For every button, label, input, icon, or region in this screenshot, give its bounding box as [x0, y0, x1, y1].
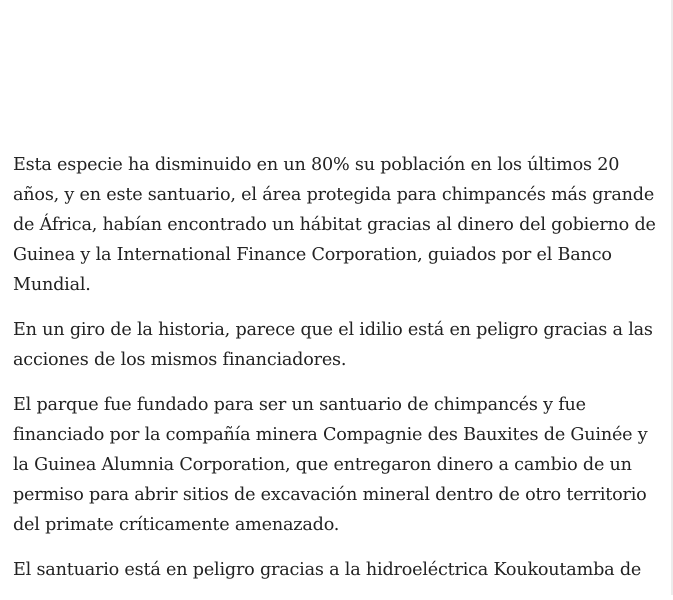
paragraph-species-decline: Esta especie ha disminuido en un 80% su población en los últimos 20 años, y en este santuario, el área protegida para chimpancés más grande de África, habían encontrado un hábitat gracias al dinero del gobierno de Guinea y la International Finance Corporation, guiados por el Banco Mundial. — [13, 155, 656, 295]
paragraph-twist: En un giro de la historia, parece que el idilio está en peligro gracias a las acciones de los mismos financiadores. — [13, 320, 653, 370]
article-body — [13, 150, 665, 600]
paragraph-park-funding: El parque fue fundado para ser un santuario de chimpancés y fue financiado por la compañía minera Compagnie des Bauxites de Guinée y la Guinea Alumnia Corporation, que entregaron dinero a cambio de un permiso para abrir sitios de excavación mineral dentro de otro territorio del primate críticamente amenazado. — [13, 395, 648, 535]
paragraph-hydroelectric: El santuario está en peligro gracias a la hidroeléctrica Koukoutamba de — [13, 560, 642, 580]
